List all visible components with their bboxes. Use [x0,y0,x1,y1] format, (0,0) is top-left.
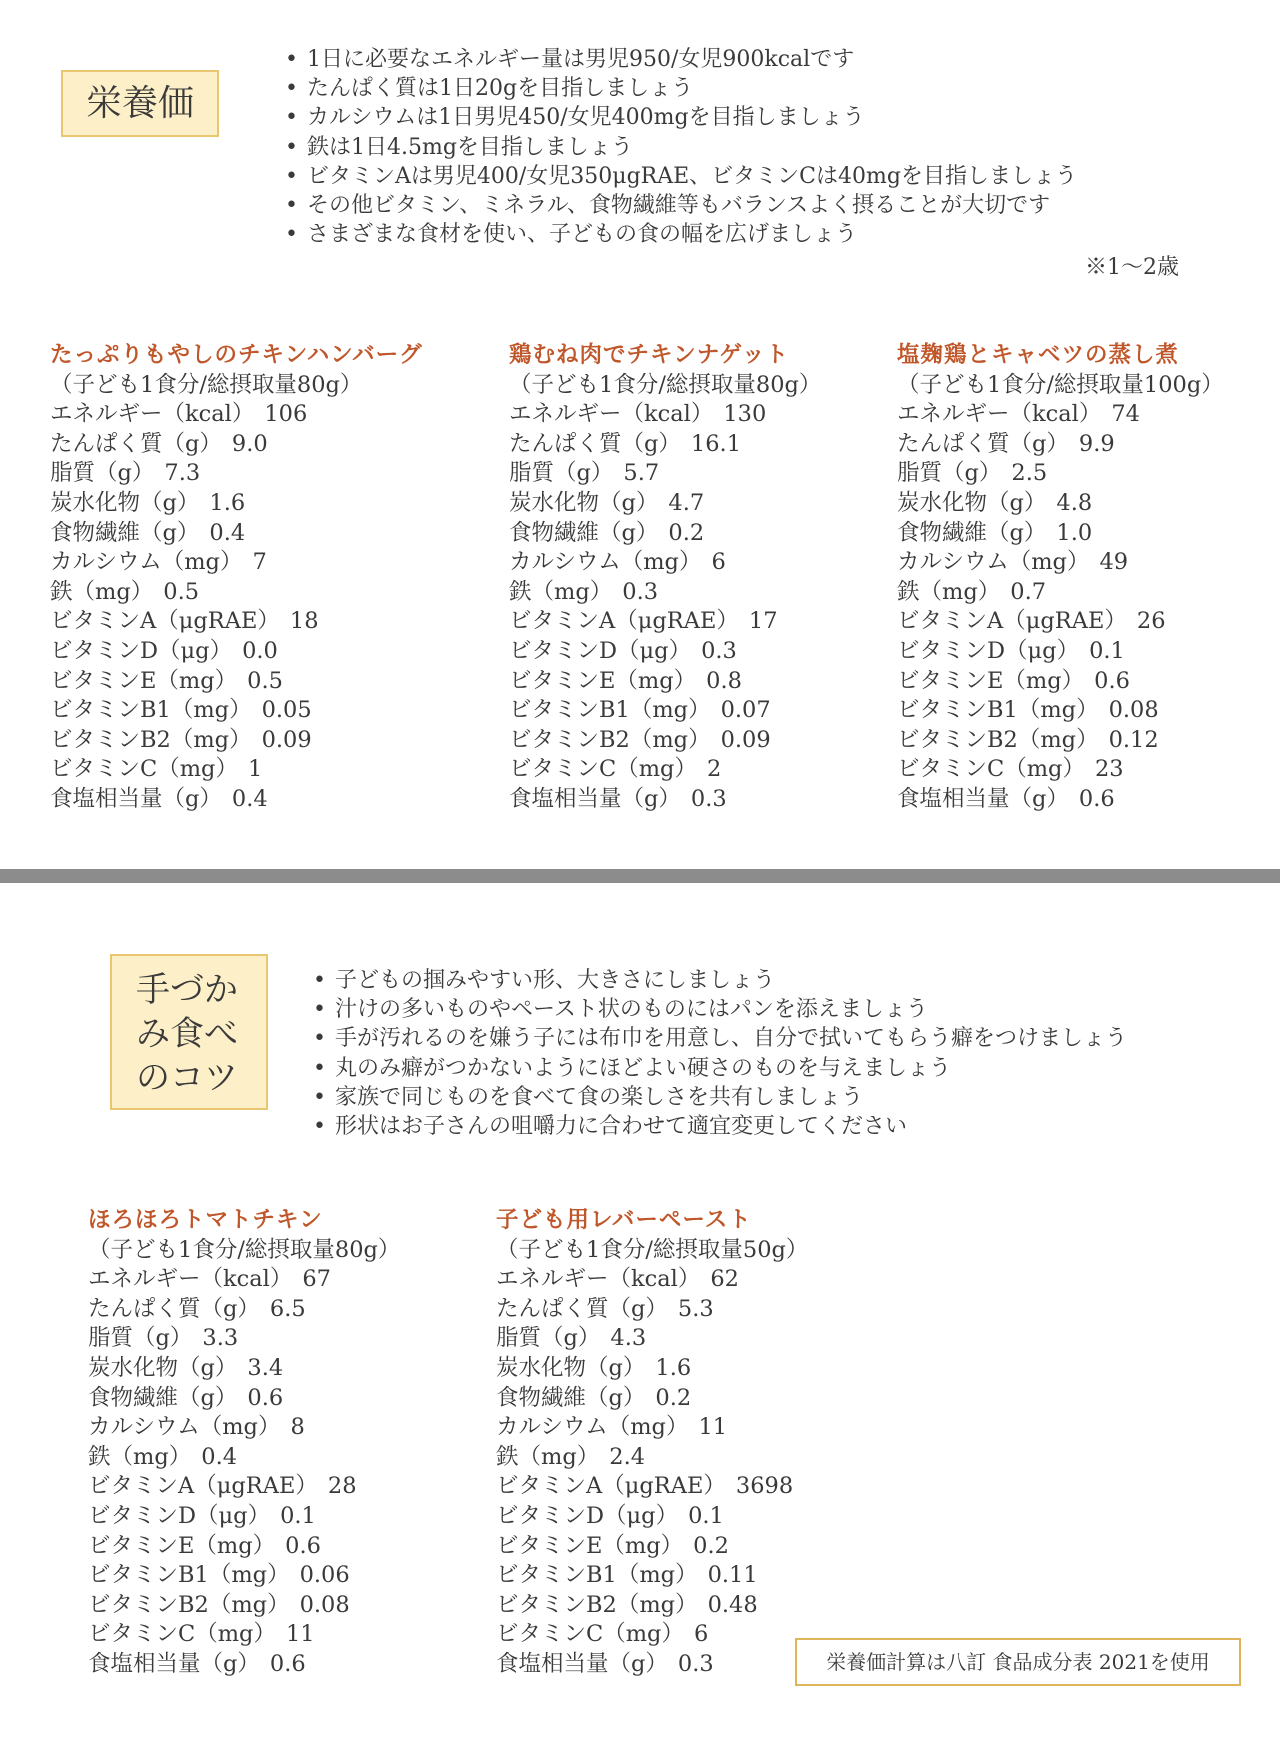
nutrient-label: ビタミンC（mg） [897,756,1085,783]
nutrient-label: 鉄（mg） [509,578,613,605]
nutrient-value: 0.3 [690,785,727,812]
recipe-card [897,341,1224,815]
age-note: ※1～2歳 [1085,255,1179,280]
nutrient-label: ビタミンB1（mg） [496,1562,698,1589]
nutrient-row [897,519,1224,549]
nutrient-value: 0.1 [688,1502,724,1529]
nutrient-label: ビタミンB1（mg） [897,697,1099,724]
nutrient-row [509,667,821,697]
nutrient-value: 4.3 [610,1325,647,1352]
recipe-card [88,1206,400,1680]
nutrient-value: 2.5 [1011,460,1048,487]
nutrient-label: 食塩相当量（g） [509,785,681,812]
nutrient-label: ビタミンA（μgRAE） [509,608,739,635]
nutrient-row [509,755,821,785]
nutrient-label: 炭水化物（g） [496,1354,646,1381]
nutrient-label: 炭水化物（g） [509,489,659,516]
nutrient-value: 0.2 [655,1384,692,1411]
nutrient-label: 炭水化物（g） [50,489,200,516]
list-item: • さまざまな食材を使い、子どもの食の幅を広げましょう [285,220,1077,249]
nutrient-value: 5.7 [623,460,660,487]
nutrient-label: ビタミンB1（mg） [509,697,711,724]
nutrient-value: 0.6 [247,1384,284,1411]
recipe-serving: （子ども1食分/総摂取量80g） [509,371,822,398]
nutrient-row [496,1354,808,1384]
nutrient-value: 0.3 [677,1650,714,1677]
list-item: • たんぱく質は1日20gを目指しましょう [285,74,1077,103]
nutrient-label: 脂質（g） [88,1325,193,1352]
recipe-card [509,341,821,815]
tips-label-box [110,954,268,1110]
nutrient-label: 食塩相当量（g） [88,1650,260,1677]
nutrient-row [50,548,423,578]
nutrient-label: ビタミンD（μg） [496,1502,679,1529]
nutrient-value: 16.1 [690,430,742,457]
nutrient-row [88,1413,400,1443]
nutrient-value: 0.11 [707,1562,758,1589]
nutrient-label: ビタミンB1（mg） [88,1562,290,1589]
list-item: • 鉄は1日4.5mgを目指しましょう [285,133,1077,162]
nutrient-label: ビタミンD（μg） [897,637,1080,664]
nutrient-label: たんぱく質（g） [496,1295,668,1322]
nutrient-value: 3.4 [247,1354,284,1381]
nutrient-row [496,1384,808,1414]
recipe-serving: （子ども1食分/総摂取量50g） [496,1236,809,1263]
nutrient-value: 62 [710,1266,739,1293]
list-item: • 子どもの掴みやすい形、大きさにしましょう [313,966,1127,995]
nutrient-label: ビタミンC（mg） [496,1621,684,1648]
nutrient-value: 0.4 [231,785,268,812]
nutrient-value: 9.9 [1078,430,1115,457]
nutrient-row [50,430,423,460]
nutrient-value: 5.3 [677,1295,714,1322]
nutrient-label: ビタミンD（μg） [50,637,233,664]
nutrient-value: 0.4 [201,1443,238,1470]
nutrient-row [897,548,1224,578]
nutrient-row [509,400,821,430]
nutrient-label: 食塩相当量（g） [897,785,1069,812]
nutrient-value: 6 [693,1621,709,1648]
nutrient-row [897,607,1224,637]
nutrient-value: 0.2 [668,519,705,546]
recipe-title: たっぷりもやしのチキンハンバーグ [50,342,423,368]
tips-bullet-list [313,966,1127,1141]
nutrient-value: 18 [289,608,319,635]
list-item: • ビタミンAは男児400/女児350μgRAE、ビタミンCは40mgを目指しましょう [285,162,1077,191]
nutrient-label: 脂質（g） [897,460,1002,487]
nutrient-row [897,667,1224,697]
nutrient-value: 0.5 [163,578,200,605]
nutrient-value: 130 [723,401,767,428]
nutrient-label: 食塩相当量（g） [496,1650,668,1677]
nutrient-label: エネルギー（kcal） [509,401,714,428]
nutrient-label: 鉄（mg） [50,578,154,605]
nutrient-row [509,489,821,519]
nutrient-label: 食物繊維（g） [496,1384,646,1411]
nutrient-value: 74 [1111,401,1140,428]
nutrient-label: エネルギー（kcal） [50,401,255,428]
tips-label-line: 手づか [136,970,238,1010]
nutrient-label: ビタミンC（mg） [88,1621,276,1648]
nutrient-label: ビタミンE（mg） [509,667,697,694]
nutrient-value: 7.3 [164,460,201,487]
nutrient-value: 0.6 [1078,785,1115,812]
nutrient-row [50,607,423,637]
nutrient-label: ビタミンE（mg） [897,667,1085,694]
nutrient-label: 食物繊維（g） [509,519,659,546]
nutrient-label: エネルギー（kcal） [897,401,1102,428]
recipe-serving: （子ども1食分/総摂取量100g） [897,371,1224,398]
nutrient-row [496,1620,808,1650]
section-divider [0,869,1280,883]
nutrient-label: ビタミンB2（mg） [897,726,1099,753]
recipe-title: ほろほろトマトチキン [88,1207,323,1233]
nutrient-row [50,755,423,785]
nutrient-row [88,1354,400,1384]
nutrient-row [88,1443,400,1473]
nutrient-value: 0.3 [622,578,659,605]
list-item: • 丸のみ癖がつかないようにほどよい硬さのものを与えましょう [313,1054,1127,1083]
nutrient-row [496,1532,808,1562]
nutrient-value: 3.3 [202,1325,239,1352]
nutrient-row [88,1324,400,1354]
nutrient-row [88,1472,400,1502]
nutrient-row [50,696,423,726]
nutrient-row [897,755,1224,785]
tips-label-line: のコツ [136,1058,238,1098]
nutrient-label: ビタミンE（mg） [88,1532,276,1559]
nutrient-value: 0.8 [706,667,742,694]
nutrient-value: 1 [247,756,263,783]
nutrient-row [897,696,1224,726]
nutrient-label: 脂質（g） [496,1325,601,1352]
nutrient-value: 9.0 [231,430,268,457]
nutrient-row [496,1443,808,1473]
nutrient-row [509,637,821,667]
nutrient-label: 食物繊維（g） [50,519,200,546]
nutrient-row [509,578,821,608]
nutrient-row [496,1472,808,1502]
nutrient-row [897,578,1224,608]
nutrient-value: 0.1 [1089,637,1125,664]
nutrient-label: ビタミンC（mg） [50,756,238,783]
nutrient-value: 23 [1094,756,1124,783]
nutrient-row [509,430,821,460]
list-item: • 汁けの多いものやペースト状のものにはパンを添えましょう [313,995,1127,1024]
recipe-card [50,341,423,815]
nutrient-label: エネルギー（kcal） [496,1266,701,1293]
nutrient-row [496,1502,808,1532]
recipe-serving: （子ども1食分/総摂取量80g） [88,1236,401,1263]
nutrient-label: カルシウム（mg） [50,549,243,576]
nutrient-value: 3698 [735,1473,794,1500]
nutrient-value: 0.6 [269,1650,306,1677]
nutrient-row [50,637,423,667]
nutrient-row [509,785,821,815]
nutrient-value: 1.6 [209,489,246,516]
nutrient-value: 0.06 [299,1562,350,1589]
tips-label-line: み食べ [136,1014,238,1054]
nutrient-value: 0.05 [261,697,312,724]
nutrient-row [50,785,423,815]
nutrient-label: ビタミンA（μgRAE） [88,1473,318,1500]
list-item: • 形状はお子さんの咀嚼力に合わせて適宜変更してください [313,1112,1127,1141]
nutrient-label: 脂質（g） [50,460,155,487]
recipe-title: 子ども用レバーペースト [496,1207,752,1233]
nutrient-row [897,459,1224,489]
nutrient-row [897,430,1224,460]
nutrient-label: ビタミンC（mg） [509,756,697,783]
nutrient-value: 6.5 [269,1295,306,1322]
nutrient-label: たんぱく質（g） [509,430,681,457]
nutrient-label: カルシウム（mg） [496,1414,689,1441]
nutrient-row [496,1295,808,1325]
nutrient-value: 0.7 [1010,578,1047,605]
nutrient-label: ビタミンE（mg） [496,1532,684,1559]
nutrient-row [509,607,821,637]
list-item: • その他ビタミン、ミネラル、食物繊維等もバランスよく摂ることが大切です [285,191,1077,220]
nutrient-label: たんぱく質（g） [88,1295,260,1322]
nutrient-value: 6 [711,549,726,576]
nutrient-row [50,400,423,430]
nutrient-value: 0.09 [720,726,771,753]
recipe-title: 鶏むね肉でチキンナゲット [509,342,789,368]
nutrient-value: 49 [1099,549,1129,576]
nutrient-row [509,548,821,578]
nutrient-value: 0.3 [701,637,737,664]
nutrient-row [88,1650,400,1680]
nutrient-value: 67 [302,1266,331,1293]
nutrient-label: カルシウム（mg） [509,549,702,576]
nutrient-label: ビタミンA（μgRAE） [897,608,1127,635]
nutrient-value: 2 [706,756,722,783]
nutrient-row [88,1295,400,1325]
nutrient-row [509,696,821,726]
nutrient-value: 0.5 [247,667,283,694]
list-item: • カルシウムは1日男児450/女児400mgを目指しましょう [285,103,1077,132]
nutrient-value: 0.6 [1094,667,1130,694]
recipe-card [496,1206,808,1680]
nutrient-label: ビタミンD（μg） [88,1502,271,1529]
nutrient-row [496,1265,808,1295]
nutrient-value: 106 [264,401,308,428]
nutrient-label: ビタミンE（mg） [50,667,238,694]
nutrient-row [897,637,1224,667]
nutrient-row [88,1561,400,1591]
nutrient-label: たんぱく質（g） [897,430,1069,457]
nutrient-label: 炭水化物（g） [88,1354,238,1381]
nutrient-label: 炭水化物（g） [897,489,1047,516]
nutrient-value: 28 [327,1473,357,1500]
nutrient-value: 1.6 [655,1354,692,1381]
nutrient-label: ビタミンB2（mg） [88,1591,290,1618]
nutrient-row [509,459,821,489]
nutrient-row [496,1591,808,1621]
nutrient-label: 鉄（mg） [897,578,1001,605]
list-item: • 1日に必要なエネルギー量は男児950/女児900kcalです [285,45,1077,74]
nutrient-row [88,1591,400,1621]
nutrient-row [50,578,423,608]
nutrient-label: 脂質（g） [509,460,614,487]
list-item: • 家族で同じものを食べて食の楽しさを共有しましょう [313,1083,1127,1112]
nutrient-label: たんぱく質（g） [50,430,222,457]
nutrient-row [50,459,423,489]
nutrient-value: 8 [290,1414,305,1441]
list-item: • 手が汚れるのを嫌う子には布巾を用意し、自分で拭いてもらう癖をつけましょう [313,1024,1127,1053]
nutrient-row [509,519,821,549]
nutrient-label: エネルギー（kcal） [88,1266,293,1293]
nutrient-value: 0.09 [261,726,312,753]
nutrient-value: 1.0 [1056,519,1093,546]
nutrient-value: 0.2 [693,1532,729,1559]
nutrient-row [50,667,423,697]
nutrient-label: ビタミンD（μg） [509,637,692,664]
nutrient-row [897,489,1224,519]
nutrient-label: カルシウム（mg） [88,1414,281,1441]
nutrient-value: 0.6 [285,1532,321,1559]
nutrient-label: 鉄（mg） [88,1443,192,1470]
nutrient-row [496,1561,808,1591]
nutrient-label: カルシウム（mg） [897,549,1090,576]
nutrient-label: ビタミンB2（mg） [496,1591,698,1618]
nutrient-row [88,1532,400,1562]
nutrient-row [88,1384,400,1414]
nutrient-value: 26 [1136,608,1166,635]
nutrient-value: 4.7 [668,489,705,516]
nutrient-value: 0.4 [209,519,246,546]
nutrient-value: 11 [698,1414,728,1441]
nutrient-value: 0.08 [1108,697,1159,724]
nutrition-label-box: 栄養価 [61,70,219,137]
nutrient-row [897,726,1224,756]
recipe-serving: （子ども1食分/総摂取量80g） [50,371,363,398]
nutrient-row [50,726,423,756]
nutrient-label: 食塩相当量（g） [50,785,222,812]
nutrient-row [496,1650,808,1680]
nutrient-value: 2.4 [609,1443,646,1470]
nutrient-value: 4.8 [1056,489,1093,516]
nutrient-row [50,489,423,519]
nutrient-label: ビタミンB2（mg） [509,726,711,753]
nutrient-label: 鉄（mg） [496,1443,600,1470]
nutrient-row [496,1324,808,1354]
source-footnote: 栄養価計算は八訂 食品成分表 2021を使用 [795,1638,1241,1686]
nutrient-value: 0.07 [720,697,771,724]
nutrient-value: 7 [252,549,267,576]
nutrient-value: 0.08 [299,1591,350,1618]
nutrient-row [509,726,821,756]
nutrient-row [50,519,423,549]
nutrient-value: 11 [285,1621,315,1648]
nutrient-value: 0.0 [242,637,278,664]
nutrient-label: ビタミンA（μgRAE） [496,1473,726,1500]
nutrient-label: 食物繊維（g） [88,1384,238,1411]
nutrient-label: ビタミンB1（mg） [50,697,252,724]
nutrient-row [496,1413,808,1443]
nutrient-label: 食物繊維（g） [897,519,1047,546]
nutrient-row [88,1502,400,1532]
nutrient-value: 0.1 [280,1502,316,1529]
nutrient-value: 0.12 [1108,726,1159,753]
nutrient-label: ビタミンA（μgRAE） [50,608,280,635]
nutrient-row [897,400,1224,430]
recipe-title: 塩麹鶏とキャベツの蒸し煮 [897,342,1180,368]
nutrient-value: 0.48 [707,1591,758,1618]
nutrient-row [88,1620,400,1650]
nutrient-label: ビタミンB2（mg） [50,726,252,753]
nutrient-row [88,1265,400,1295]
nutrient-row [897,785,1224,815]
nutrient-value: 17 [748,608,778,635]
nutrition-bullet-list [285,45,1077,249]
